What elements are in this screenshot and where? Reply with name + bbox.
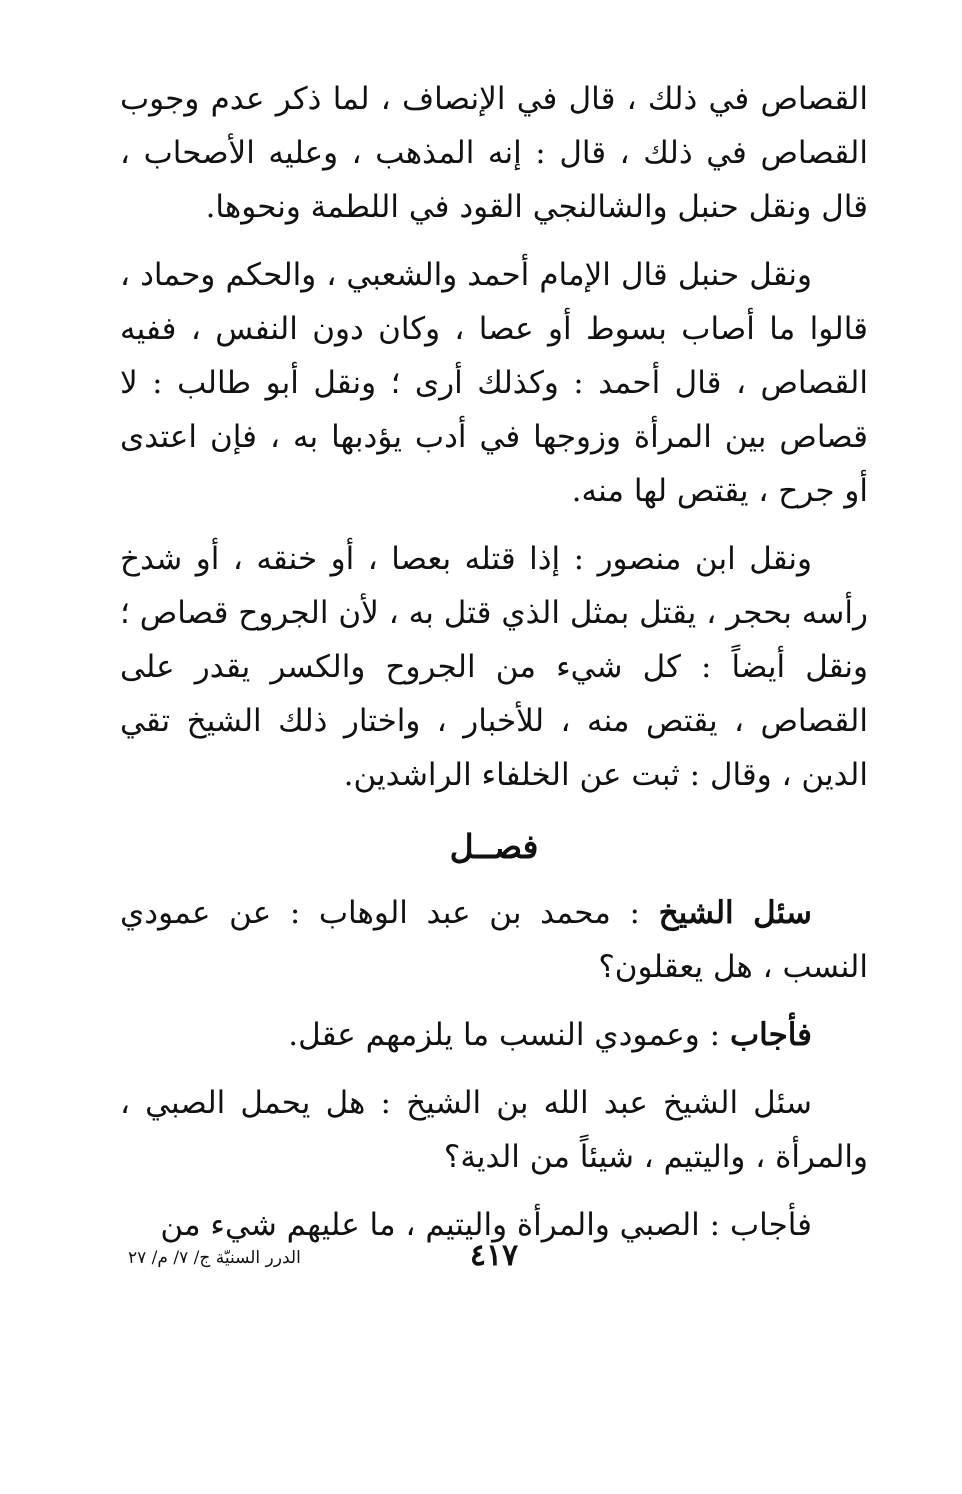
paragraph-2: ونقل حنبل قال الإمام أحمد والشعبي ، والحكم وحماد ، قالوا ما أصاب بسوط أو عصا ، وكان دون النفس ، ففيه القصاص ، قال أحمد : وكذلك أرى ؛ ونقل أبو طالب : لا قصاص بين المرأة وزوجها في أدب يؤدبها به ، فإن اعتدى أو جرح ، يقتص لها منه. [120, 257, 868, 509]
paragraph-1: القصاص في ذلك ، قال في الإنصاف ، لما ذكر عدم وجوب القصاص في ذلك ، قال : إنه المذهب ، وعليه الأصحاب ، قال ونقل حنبل والشالنجي القود في اللطمة ونحوها. [120, 81, 868, 225]
answer-1-text: : وعمودي النسب ما يلزمهم عقل. [288, 1017, 730, 1053]
question-1-lead: سئل الشيخ [658, 895, 812, 931]
answer-2-text: فأجاب : الصبي والمرأة واليتيم ، ما عليهم شيء من [160, 1207, 812, 1243]
question-1 [120, 886, 868, 994]
page-number: ٤١٧ [469, 1238, 519, 1273]
answer-1 [120, 1008, 868, 1062]
page-body [120, 72, 868, 1266]
answer-1-lead: فأجاب [729, 1017, 812, 1053]
source-reference: الدرر السنيّة ج/ ٧/ م/ ٢٧ [128, 1248, 301, 1268]
section-heading: فصــل [449, 827, 539, 866]
question-2-text: سئل الشيخ عبد الله بن الشيخ : هل يحمل الصبي ، والمرأة ، واليتيم ، شيئاً من الدية؟ [120, 1085, 868, 1175]
page-footer [120, 1238, 868, 1278]
question-1-text: : محمد بن عبد الوهاب : عن عمودي النسب ، هل يعقلون؟ [120, 895, 868, 985]
question-2 [120, 1076, 868, 1184]
paragraph-3: ونقل ابن منصور : إذا قتله بعصا ، أو خنقه ، أو شدخ رأسه بحجر ، يقتل بمثل الذي قتل به ، لأن الجروح قصاص ؛ ونقل أيضاً : كل شيء من الجروح والكسر يقدر على القصاص ، يقتص منه ، للأخبار ، واختار ذلك الشيخ تقي الدين ، وقال : ثبت عن الخلفاء الراشدين. [120, 541, 868, 793]
